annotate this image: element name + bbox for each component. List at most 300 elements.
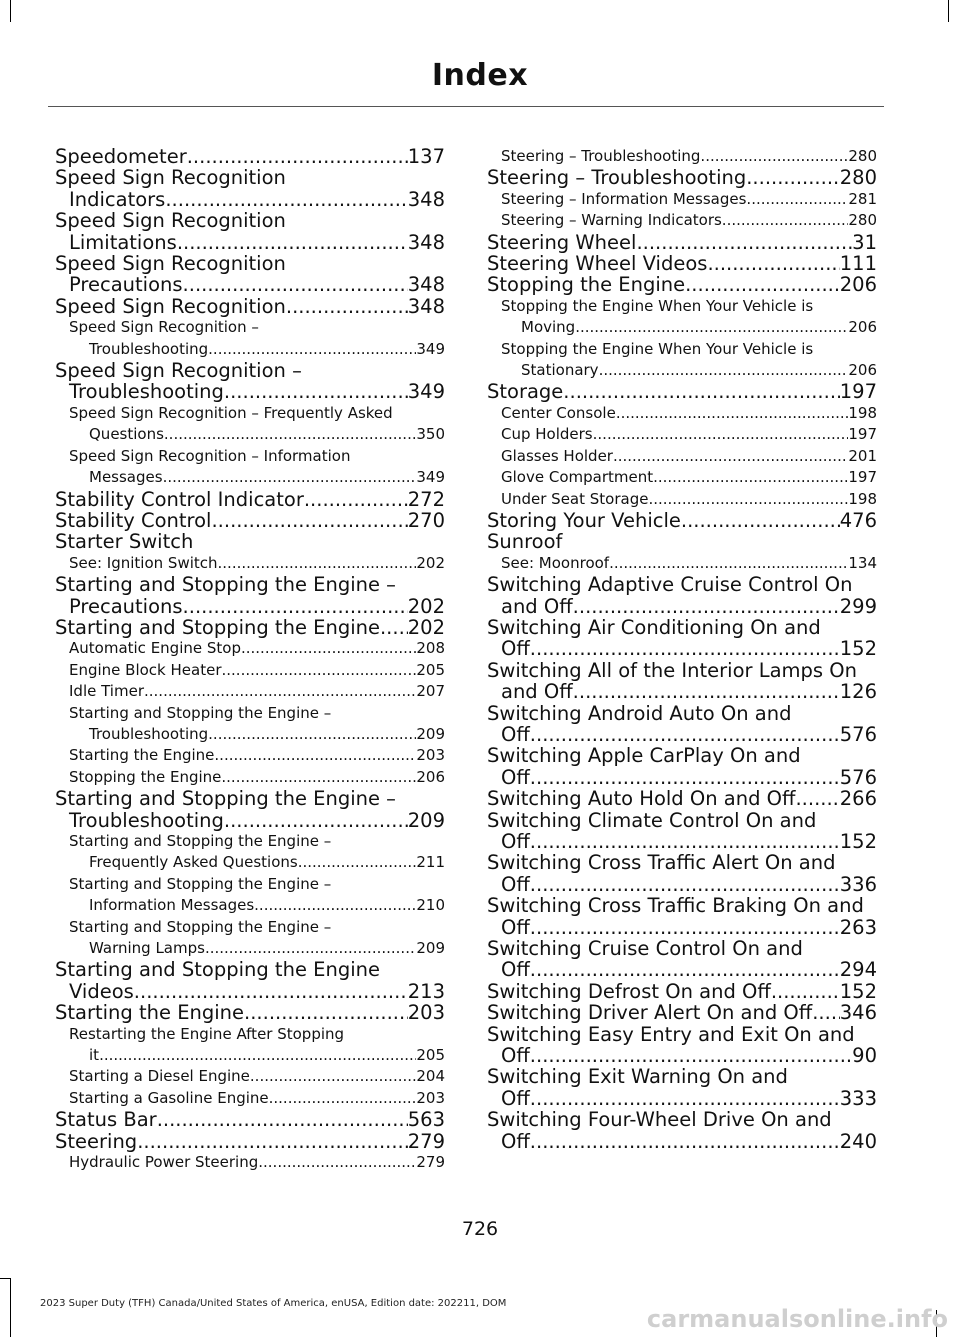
- index-entry: [487, 745, 877, 788]
- entry-text: Frequently Asked Questions: [89, 853, 298, 872]
- page-title: Index: [431, 58, 529, 93]
- index-entry-line: [69, 1088, 445, 1109]
- entry-text: Starting the Engine: [55, 1001, 245, 1025]
- entry-text: and Off: [501, 680, 573, 704]
- index-entry-line: [501, 146, 877, 167]
- dot-leader: [144, 681, 416, 702]
- entry-text: Stopping the Engine When Your Vehicle is: [501, 339, 814, 358]
- index-entry: [55, 1024, 445, 1067]
- index-entry-line: [487, 1024, 877, 1045]
- entry-text: Stopping the Engine: [69, 767, 222, 786]
- entry-text: Troubleshooting: [89, 339, 209, 358]
- entry-text: Switching Driver Alert On and Off: [487, 1001, 813, 1025]
- index-entry-line: [55, 232, 445, 253]
- index-entry: [55, 1152, 445, 1173]
- entry-text: Starting and Stopping the Engine: [55, 958, 380, 982]
- dot-leader: [795, 788, 839, 809]
- index-entry: [55, 553, 445, 574]
- entry-page-number: 563: [407, 1108, 445, 1132]
- entry-text: Idle Timer: [69, 682, 144, 701]
- index-entry-line: [487, 745, 877, 766]
- index-entry: [55, 703, 445, 746]
- entry-text: Hydraulic Power Steering: [69, 1153, 259, 1172]
- entry-text: Automatic Engine Stop: [69, 639, 241, 658]
- index-entry-line: [501, 489, 877, 510]
- entry-text: Status Bar: [55, 1108, 157, 1132]
- dot-leader: [134, 981, 408, 1002]
- entry-text: Starting and Stopping the Engine: [55, 615, 380, 639]
- index-entry: [487, 467, 877, 488]
- dot-leader: [241, 638, 416, 659]
- entry-text: Restarting the Engine After Stopping: [69, 1024, 345, 1043]
- dot-leader: [530, 1045, 852, 1066]
- index-entry-line: [55, 981, 445, 1002]
- entry-page-number: 203: [416, 746, 445, 765]
- dot-leader: [187, 146, 408, 167]
- dot-leader: [573, 596, 840, 617]
- entry-page-number: 280: [848, 211, 877, 230]
- entry-page-number: 240: [839, 1129, 877, 1153]
- dot-leader: [707, 253, 839, 274]
- index-entry-line: [487, 959, 877, 980]
- index-entry: [55, 210, 445, 253]
- entry-page-number: 198: [848, 489, 877, 508]
- index-entry-line: [69, 1045, 445, 1066]
- entry-text: Off: [501, 1129, 530, 1153]
- index-entry: [55, 681, 445, 702]
- crop-mark-top-right: [948, 0, 949, 22]
- dot-leader: [165, 189, 407, 210]
- crop-mark-top-left: [10, 0, 11, 22]
- index-entry-line: [69, 553, 445, 574]
- index-entry: [55, 317, 445, 360]
- entry-page-number: 137: [407, 145, 445, 168]
- dot-leader: [286, 296, 408, 317]
- entry-page-number: 197: [839, 380, 877, 404]
- entry-page-number: 349: [416, 468, 445, 487]
- index-entry: [487, 189, 877, 210]
- entry-page-number: 197: [848, 468, 877, 487]
- index-entry-line: [55, 210, 445, 231]
- entry-page-number: 348: [407, 273, 445, 297]
- entry-text: Troubleshooting: [69, 808, 224, 832]
- dot-leader: [99, 1045, 416, 1066]
- entry-text: Off: [501, 958, 530, 982]
- dot-leader: [304, 489, 408, 510]
- entry-text: Troubleshooting: [69, 380, 224, 404]
- dot-leader: [222, 660, 417, 681]
- index-entry-line: [55, 510, 445, 531]
- entry-page-number: 203: [407, 1001, 445, 1025]
- index-entry: [55, 146, 445, 167]
- index-entry: [55, 253, 445, 296]
- index-entry-line: [487, 617, 877, 638]
- dot-leader: [269, 1088, 417, 1109]
- footer-edition-text: 2023 Super Duty (TFH) Canada/United States of America, enUSA, Edition date: 202211, DOM: [40, 1298, 507, 1309]
- entry-page-number: 209: [407, 808, 445, 832]
- dot-leader: [224, 381, 408, 402]
- entry-page-number: 152: [839, 830, 877, 853]
- dot-leader: [722, 210, 849, 231]
- entry-text: Sunroof: [487, 530, 563, 554]
- dot-leader: [573, 681, 840, 702]
- index-entry-line: [69, 1152, 445, 1173]
- entry-text: Switching Four-Wheel Drive On and: [487, 1108, 832, 1132]
- index-entry-line: [69, 895, 445, 916]
- index-entry-line: [487, 1131, 877, 1152]
- entry-page-number: 336: [839, 872, 877, 896]
- index-entry: [487, 296, 877, 339]
- entry-page-number: 209: [416, 939, 445, 958]
- entry-text: Off: [501, 722, 530, 746]
- entry-text: Off: [501, 872, 530, 896]
- index-entry: [487, 210, 877, 231]
- dot-leader: [530, 874, 840, 895]
- entry-text: Storage: [487, 380, 564, 404]
- entry-text: Off: [501, 765, 530, 789]
- entry-page-number: 349: [416, 339, 445, 358]
- index-entry-line: [69, 703, 445, 724]
- index-entry: [487, 852, 877, 895]
- index-entry-line: [487, 1045, 877, 1066]
- index-entry-line: [487, 917, 877, 938]
- dot-leader: [771, 981, 840, 1002]
- index-entry-line: [487, 1066, 877, 1087]
- dot-leader: [700, 146, 848, 167]
- index-entry-line: [501, 189, 877, 210]
- entry-page-number: 280: [839, 166, 877, 190]
- index-entry-line: [69, 638, 445, 659]
- entry-text: Off: [501, 637, 530, 661]
- index-entry: [55, 831, 445, 874]
- index-entry: [55, 574, 445, 617]
- entry-text: Starting and Stopping the Engine –: [55, 787, 396, 811]
- dot-leader: [380, 617, 408, 638]
- index-entry-line: [69, 938, 445, 959]
- entry-text: Warning Lamps: [89, 939, 205, 958]
- dot-leader: [183, 596, 408, 617]
- dot-leader: [653, 467, 848, 488]
- entry-text: Under Seat Storage: [501, 489, 649, 508]
- index-entry: [487, 1024, 877, 1067]
- entry-page-number: 266: [839, 787, 877, 811]
- index-entry-line: [487, 381, 877, 402]
- index-entry: [55, 1002, 445, 1023]
- entry-page-number: 209: [416, 724, 445, 743]
- index-entry-line: [55, 810, 445, 831]
- entry-page-number: 202: [416, 553, 445, 572]
- entry-page-number: 206: [839, 273, 877, 297]
- entry-text: it: [89, 1046, 100, 1065]
- entry-page-number: 198: [848, 403, 877, 422]
- index-entry: [55, 531, 445, 552]
- entry-page-number: 576: [839, 765, 877, 789]
- entry-text: Videos: [69, 979, 134, 1003]
- dot-leader: [599, 360, 849, 381]
- dot-leader: [746, 189, 848, 210]
- index-entry-line: [55, 531, 445, 552]
- header-rule: [48, 106, 884, 107]
- index-entry-line: [501, 403, 877, 424]
- index-entry-line: [69, 1024, 445, 1045]
- index-entry-line: [487, 596, 877, 617]
- entry-page-number: 348: [407, 187, 445, 211]
- entry-text: Steering Wheel: [487, 230, 637, 254]
- index-entry-line: [55, 167, 445, 188]
- dot-leader: [218, 553, 417, 574]
- index-entry-line: [69, 467, 445, 488]
- index-entry-line: [487, 638, 877, 659]
- index-entry-line: [501, 296, 877, 317]
- index-entry-line: [487, 895, 877, 916]
- entry-text: Switching Auto Hold On and Off: [487, 787, 796, 811]
- index-entry-line: [69, 681, 445, 702]
- index-entry-line: [487, 574, 877, 595]
- index-entry: [487, 1002, 877, 1023]
- index-entry: [55, 360, 445, 403]
- dot-leader: [681, 510, 840, 531]
- dot-leader: [211, 510, 407, 531]
- entry-text: Starting and Stopping the Engine –: [69, 832, 332, 850]
- index-entry: [55, 638, 445, 659]
- entry-page-number: 152: [839, 637, 877, 661]
- index-entry-line: [487, 1088, 877, 1109]
- crop-mark-bottom-left: [10, 1278, 11, 1337]
- index-entry-line: [487, 660, 877, 681]
- dot-leader: [157, 1109, 408, 1130]
- index-entry: [55, 489, 445, 510]
- entry-text: Switching Apple CarPlay On and: [487, 744, 801, 768]
- entry-page-number: 206: [848, 318, 877, 337]
- index-entry: [487, 553, 877, 574]
- index-entry-line: [69, 745, 445, 766]
- entry-page-number: 152: [839, 979, 877, 1003]
- index-entry: [487, 1109, 877, 1152]
- dot-leader: [616, 403, 849, 424]
- index-column-left: [55, 146, 445, 1174]
- entry-text: Troubleshooting: [89, 724, 209, 743]
- entry-text: Off: [501, 830, 530, 853]
- entry-page-number: 348: [407, 294, 445, 318]
- entry-page-number: 202: [407, 594, 445, 618]
- index-entry-line: [69, 424, 445, 445]
- entry-text: Glove Compartment: [501, 468, 654, 487]
- index-entry-line: [501, 446, 877, 467]
- entry-page-number: 211: [416, 853, 445, 872]
- dot-leader: [164, 424, 416, 445]
- entry-page-number: 202: [407, 615, 445, 639]
- index-entry-line: [501, 424, 877, 445]
- index-entry: [55, 1131, 445, 1152]
- entry-page-number: 126: [839, 680, 877, 704]
- entry-text: Off: [501, 1086, 530, 1110]
- entry-text: Switching Adaptive Cruise Control On: [487, 573, 853, 597]
- index-entry-line: [487, 788, 877, 809]
- index-entry-line: [501, 210, 877, 231]
- entry-text: Switching Android Auto On and: [487, 701, 792, 725]
- dot-leader: [575, 317, 848, 338]
- index-entry-line: [55, 1109, 445, 1130]
- dot-leader: [530, 1088, 840, 1109]
- index-entry-line: [55, 1131, 445, 1152]
- entry-text: Information Messages: [89, 896, 255, 915]
- index-entry-line: [55, 296, 445, 317]
- index-entry-line: [69, 831, 445, 852]
- entry-text: Speed Sign Recognition – Frequently Asked: [69, 403, 393, 422]
- index-entry-line: [55, 253, 445, 274]
- entry-text: Speed Sign Recognition –: [69, 318, 259, 337]
- entry-text: Starting and Stopping the Engine –: [69, 703, 332, 722]
- index-entry-line: [487, 510, 877, 531]
- entry-text: Glasses Holder: [501, 446, 613, 465]
- index-entry-line: [55, 959, 445, 980]
- entry-page-number: 134: [848, 553, 877, 572]
- index-entry: [487, 167, 877, 188]
- index-entry-line: [69, 660, 445, 681]
- index-entry-line: [487, 1002, 877, 1023]
- dot-leader: [812, 1002, 840, 1023]
- entry-page-number: 207: [416, 682, 445, 701]
- entry-page-number: 206: [416, 767, 445, 786]
- entry-text: Stability Control: [55, 508, 212, 532]
- index-entry: [487, 660, 877, 703]
- entry-text: Starter Switch: [55, 530, 194, 554]
- dot-leader: [530, 767, 840, 788]
- dot-leader: [258, 1152, 416, 1173]
- index-entry: [487, 146, 877, 167]
- entry-page-number: 272: [407, 487, 445, 511]
- index-entry-line: [487, 167, 877, 188]
- entry-text: Steering Wheel Videos: [487, 252, 708, 276]
- index-entry: [487, 703, 877, 746]
- index-entry: [487, 232, 877, 253]
- entry-page-number: 201: [848, 446, 877, 465]
- entry-text: Center Console: [501, 403, 616, 422]
- entry-page-number: 348: [407, 230, 445, 254]
- entry-text: Steering – Information Messages: [501, 189, 747, 208]
- entry-text: Switching Easy Entry and Exit On and: [487, 1022, 855, 1046]
- index-entry: [487, 253, 877, 274]
- index-entry: [55, 767, 445, 788]
- index-entry-line: [69, 317, 445, 338]
- index-entry: [487, 895, 877, 938]
- index-entry: [55, 917, 445, 960]
- dot-leader: [609, 553, 848, 574]
- entry-text: Starting the Engine: [69, 746, 215, 765]
- index-entry: [487, 617, 877, 660]
- index-entry: [55, 403, 445, 446]
- dot-leader: [224, 810, 408, 831]
- entry-text: and Off: [501, 594, 573, 618]
- index-entry-line: [487, 531, 877, 552]
- index-entry-line: [55, 274, 445, 295]
- index-entry-line: [69, 339, 445, 360]
- entry-page-number: 111: [839, 252, 877, 276]
- index-entry: [55, 446, 445, 489]
- dot-leader: [746, 167, 840, 188]
- index-entry-line: [55, 617, 445, 638]
- index-entry-line: [55, 381, 445, 402]
- entry-text: Stopping the Engine When Your Vehicle is: [501, 296, 814, 315]
- index-entry-line: [55, 489, 445, 510]
- entry-text: Switching Cross Traffic Braking On and: [487, 894, 864, 918]
- entry-page-number: 294: [839, 958, 877, 982]
- dot-leader: [530, 917, 840, 938]
- entry-text: Cup Holders: [501, 425, 593, 444]
- index-entry: [55, 1066, 445, 1087]
- entry-text: Stability Control Indicator: [55, 487, 304, 511]
- entry-page-number: 204: [416, 1067, 445, 1086]
- entry-text: Speed Sign Recognition: [55, 294, 286, 318]
- entry-page-number: 208: [416, 639, 445, 658]
- dot-leader: [613, 446, 848, 467]
- index-entry-line: [55, 189, 445, 210]
- index-entry: [487, 531, 877, 552]
- entry-page-number: 205: [416, 660, 445, 679]
- index-entry-line: [487, 703, 877, 724]
- index-entry: [487, 574, 877, 617]
- entry-page-number: 197: [848, 425, 877, 444]
- entry-page-number: 205: [416, 1046, 445, 1065]
- index-entry-line: [69, 724, 445, 745]
- entry-text: Speed Sign Recognition: [55, 252, 286, 276]
- entry-text: Speedometer: [55, 145, 187, 168]
- entry-page-number: 350: [416, 425, 445, 444]
- entry-text: Precautions: [69, 594, 183, 618]
- index-entry-line: [69, 446, 445, 467]
- entry-text: Starting a Diesel Engine: [69, 1067, 250, 1086]
- entry-text: Off: [501, 915, 530, 939]
- index-entry-line: [487, 724, 877, 745]
- crop-mark-bottom-left-h: [0, 1278, 10, 1279]
- dot-leader: [244, 1002, 408, 1023]
- entry-text: Speed Sign Recognition: [55, 209, 286, 233]
- dot-leader: [205, 938, 416, 959]
- entry-page-number: 333: [839, 1086, 877, 1110]
- dot-leader: [214, 745, 416, 766]
- dot-leader: [208, 339, 416, 360]
- index-entry: [55, 1088, 445, 1109]
- dot-leader: [563, 381, 839, 402]
- entry-text: Moving: [521, 318, 576, 337]
- index-entry-line: [487, 232, 877, 253]
- entry-text: Starting and Stopping the Engine –: [69, 917, 332, 936]
- entry-text: Engine Block Heater: [69, 660, 222, 679]
- entry-text: Stationary: [521, 361, 599, 380]
- index-entry-line: [69, 1066, 445, 1087]
- entry-text: See: Ignition Switch: [69, 553, 218, 572]
- index-entry-line: [55, 788, 445, 809]
- dot-leader: [177, 232, 408, 253]
- entry-page-number: 270: [407, 508, 445, 532]
- dot-leader: [593, 424, 849, 445]
- index-entry-line: [487, 852, 877, 873]
- index-entry-line: [487, 767, 877, 788]
- entry-text: Switching All of the Interior Lamps On: [487, 658, 857, 682]
- entry-text: Switching Exit Warning On and: [487, 1065, 788, 1089]
- entry-page-number: 349: [407, 380, 445, 404]
- index-entry: [487, 938, 877, 981]
- index-entry-line: [55, 596, 445, 617]
- dot-leader: [137, 1131, 408, 1152]
- entry-page-number: 281: [848, 189, 877, 208]
- index-entry-line: [501, 553, 877, 574]
- entry-text: Switching Climate Control On and: [487, 808, 817, 832]
- dot-leader: [530, 724, 840, 745]
- index-entry-line: [501, 339, 877, 360]
- entry-text: Steering – Warning Indicators: [501, 211, 722, 230]
- entry-text: Indicators: [69, 187, 166, 211]
